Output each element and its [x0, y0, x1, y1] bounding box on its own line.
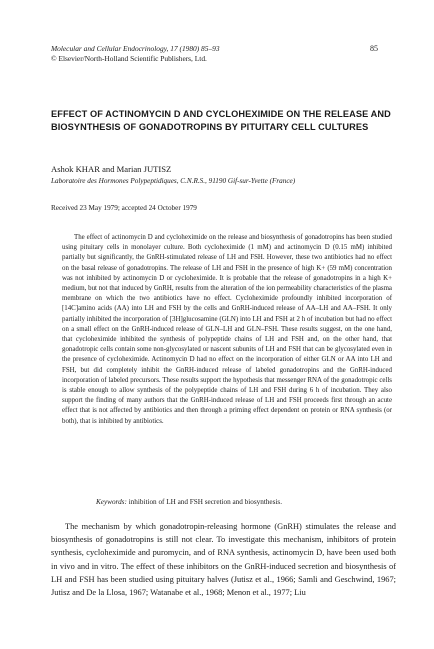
page-number: 85 [370, 44, 378, 53]
author-affiliation: Laboratoire des Hormones Polypeptidiques, C.N.R.S., 91190 Gif-sur-Yvette (France) [51, 177, 296, 185]
article-title: EFFECT OF ACTINOMYCIN D AND CYCLOHEXIMIDE ON THE RELEASE AND BIOSYNTHESIS OF GONADOTROPINS BY PITUITARY CELL CULTURES [51, 109, 391, 132]
received-dates: Received 23 May 1979; accepted 24 October 1979 [51, 204, 197, 212]
journal-citation: Molecular and Cellular Endocrinology, 17 (1980) 85–93 [51, 44, 220, 53]
journal-header [51, 44, 396, 64]
keywords-line [96, 498, 282, 506]
abstract: The effect of actinomycin D and cycloheximide on the release and biosynthesis of gonadotropins has been studied using pituitary cells in monolayer culture. Both cycloheximide (1 mM) and actinomycin D (0.15 mM) inhibited partially but significantly, the GnRH-stimulated release of LH and FSH. However, these two antibiotics had no effect on the basal release of gonadotropins. The release of LH and FSH in the presence of high K+ (59 mM) concentration was not inhibited by actinomycin D or cycloheximide. It is probable that the release of gonadotropins in a high K+ medium, but not that induced by GnRH, results from the alteration of the ion permeability characteristics of the plasma membrane on which the two antibiotics have no effect. Cycloheximide profoundly inhibited incorporation of [14C]amino acids (AA) into LH and FSH by the cells and GnRH-induced release of AA–LH and AA–FSH. It only partially inhibited the incorporation of [3H]glucosamine (GLN) into LH and FSH at 2 h of incubation but had no effect on a small effect on the GnRH-induced release of GLN–LH and GLN–FSH. These results suggest, on the one hand, that cycloheximide inhibited the synthesis of polypeptide chains of LH and FSH and, on the other hand, that gonadotropic cells contain some non-glycosylated or nascent subunits of LH and FSH that can be glycosylated even in the presence of cycloheximide. Actinomycin D had no effect on the incorporation of either GLN or AA into LH and FSH, but did completely inhibit the GnRH-induced release of labeled gonadotropins and the GnRH-induced incorporation of labeled precursors. These results support the hypothesis that messenger RNA of the gonadotropic cells is stable enough to allow synthesis of the polypeptide chains of LH and FSH during 6 h of incubation. They also support the finding of many authors that the GnRH-induced release of LH and FSH proceeds first through an acute effect that is not affected by antibiotics and then through a priming effect dependent on protein or RNA synthesis (or both), that is inhibited by antibiotics. [62, 234, 392, 425]
publisher-line: © Elsevier/North-Holland Scientific Publishers, Ltd. [51, 54, 207, 63]
keywords-text: inhibition of LH and FSH secretion and biosynthesis. [128, 498, 283, 506]
article-authors: Ashok KHAR and Marian JUTISZ [51, 164, 172, 174]
body-paragraph: The mechanism by which gonadotropin-releasing hormone (GnRH) stimulates the release and biosynthesis of gonadotropins is still not clear. To investigate this mechanism, inhibitors of protein synthesis, cycloheximide and puromycin, and of RNA synthesis, actinomycin D, have been used both in vivo and in vitro. The effect of these inhibitors on the GnRH-induced secretion and biosynthesis of LH and FSH has been studied using pituitary halves (Jutisz et al., 1966; Samli and Geschwind, 1967; Jutisz and De la Llosa, 1967; Watanabe et al., 1968; Menon et al., 1977; Liu [51, 522, 396, 598]
keywords-label: Keywords: [96, 498, 127, 506]
